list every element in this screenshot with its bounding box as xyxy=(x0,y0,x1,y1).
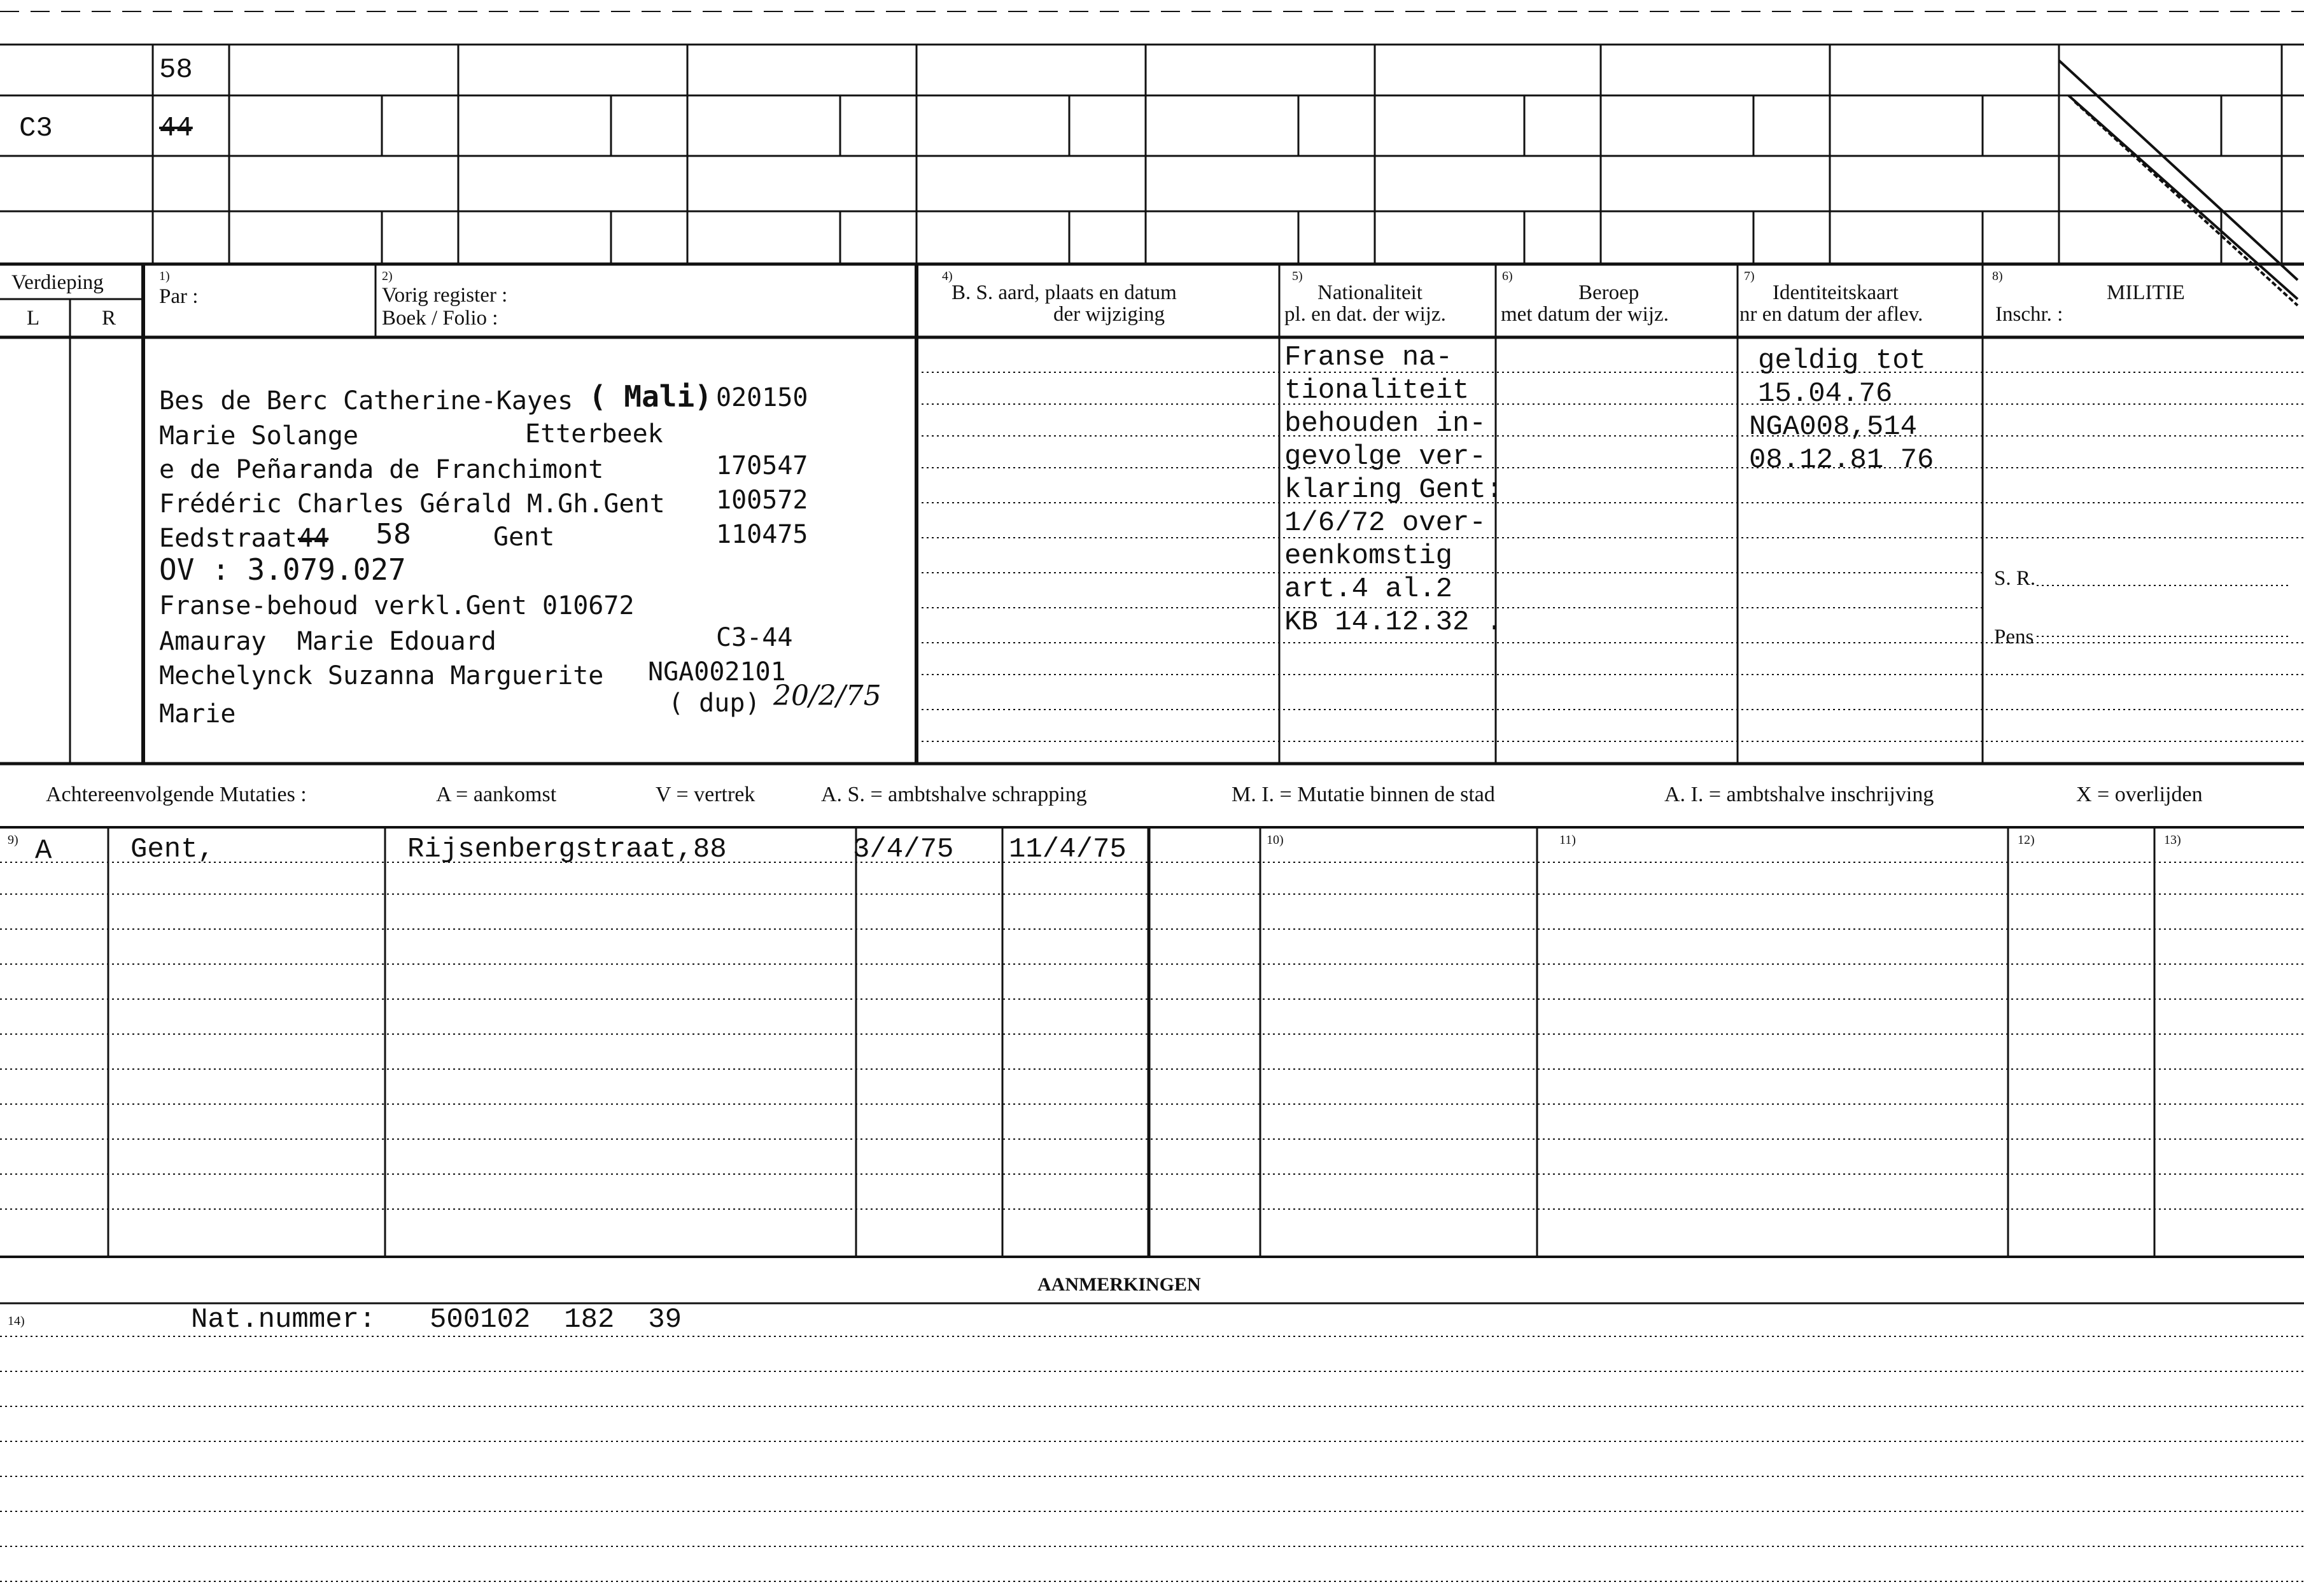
person-line6: OV : 3.079.027 xyxy=(159,552,406,587)
header-right: R xyxy=(102,307,116,330)
mutations-col13-number: 13) xyxy=(2164,833,2181,847)
person-line4-name: Frédéric Charles Gérald M.Gh.Gent xyxy=(159,489,665,519)
nationality-line: gevolge ver- xyxy=(1284,441,1486,473)
header-col7-line2: nr en datum der aflev. xyxy=(1739,303,1923,326)
legend-death: X = overlijden xyxy=(2076,783,2203,806)
person-line5-number: 110475 xyxy=(716,520,808,549)
sr-label: S. R. xyxy=(1994,567,2036,590)
id-card-line: 15.04.76 xyxy=(1758,378,1893,410)
legend-title: Achtereenvolgende Mutaties : xyxy=(46,783,307,806)
header-col2-number: 2) xyxy=(382,269,393,283)
person-line5-new-number: 58 xyxy=(376,518,411,550)
person-line8-name: Amauray Marie Edouard xyxy=(159,627,496,656)
header-col5-line1: Nationaliteit xyxy=(1317,281,1422,304)
header-col8-number: 8) xyxy=(1992,269,2003,283)
mutation-row1-date-arrival: 3/4/75 xyxy=(853,834,954,865)
national-number-label: Nat.nummer: xyxy=(191,1304,376,1336)
header-col1-number: 1) xyxy=(159,269,170,283)
header-left: L xyxy=(27,307,40,330)
remarks-number: 14) xyxy=(8,1314,25,1328)
person-line7: Franse-behoud verkl.Gent 010672 xyxy=(159,591,635,620)
top-row2-number: 44 xyxy=(159,113,193,144)
person-line3-number: 170547 xyxy=(716,451,808,480)
legend-official-registration: A. I. = ambtshalve inschrijving xyxy=(1664,783,1934,806)
mutation-row1-date-registration: 11/4/75 xyxy=(1009,834,1127,865)
legend-official-removal: A. S. = ambtshalve schrapping xyxy=(821,783,1087,806)
person-line5-old-number: 44 xyxy=(298,524,329,553)
mutations-col10-number: 10) xyxy=(1267,833,1284,847)
mutations-col12-number: 12) xyxy=(2018,833,2035,847)
nationality-line: art.4 al.2 xyxy=(1284,573,1453,605)
person-line10-dup: ( dup) xyxy=(668,689,761,718)
nationality-line: KB 14.12.32 . xyxy=(1284,606,1503,638)
nationality-line: 1/6/72 over- xyxy=(1284,507,1486,539)
legend-departure: V = vertrek xyxy=(656,783,755,806)
remarks-title: AANMERKINGEN xyxy=(1037,1274,1201,1295)
id-card-line: 08.12.81 76 xyxy=(1749,444,1934,476)
mutation-row1-city: Gent, xyxy=(130,834,215,865)
person-line5-street: Eedstraat xyxy=(159,524,297,553)
person-line10-name: Marie xyxy=(159,699,236,729)
nationality-line: eenkomstig xyxy=(1284,540,1453,572)
header-col2-line2: Boek / Folio : xyxy=(382,307,498,330)
mutations-col11-number: 11) xyxy=(1559,833,1576,847)
person-line2-name: Marie Solange xyxy=(159,421,359,451)
header-col2-line1: Vorig register : xyxy=(382,284,508,307)
pens-label: Pens xyxy=(1994,626,2034,648)
person-line1-name: Bes de Berc Catherine-Kayes xyxy=(159,386,573,416)
header-col6-line1: Beroep xyxy=(1578,281,1640,304)
nationality-line: behouden in- xyxy=(1284,408,1486,440)
mutation-row1-street: Rijsenbergstraat,88 xyxy=(407,834,727,865)
header-col8-line1: MILITIE xyxy=(2107,281,2185,304)
top-row1-number: 58 xyxy=(159,54,193,86)
header-col6-number: 6) xyxy=(1502,269,1513,283)
nationality-line: tionaliteit xyxy=(1284,375,1470,407)
legend-internal-mutation: M. I. = Mutatie binnen de stad xyxy=(1232,783,1495,806)
national-number-value: 500102 182 39 xyxy=(430,1304,682,1336)
mutations-col9-number: 9) xyxy=(8,833,18,847)
person-line9-code: NGA002101 xyxy=(648,657,786,687)
header-col5-number: 5) xyxy=(1292,269,1303,283)
header-col7-number: 7) xyxy=(1744,269,1755,283)
header-col4-line2: der wijziging xyxy=(1053,303,1165,326)
nationality-line: klaring Gent: xyxy=(1284,474,1503,506)
header-col4-number: 4) xyxy=(942,269,953,283)
person-line3-name: e de Peñaranda de Franchimont xyxy=(159,455,604,484)
person-line2-place: Etterbeek xyxy=(525,419,663,449)
header-col5-line2: pl. en dat. der wijz. xyxy=(1284,303,1446,326)
top-row2-code: C3 xyxy=(19,113,53,144)
header-col1-label: Par : xyxy=(159,285,199,308)
person-line9-name: Mechelynck Suzanna Marguerite xyxy=(159,661,604,690)
header-col4-line1: B. S. aard, plaats en datum xyxy=(952,281,1177,304)
person-line4-number: 100572 xyxy=(716,486,808,515)
person-line10-date: 20/2/75 xyxy=(773,680,882,712)
mutation-row1-type: A xyxy=(35,835,52,867)
legend-arrival: A = aankomst xyxy=(436,783,557,806)
person-line8-code: C3-44 xyxy=(716,623,793,652)
id-card-line: NGA008,514 xyxy=(1749,411,1918,443)
person-line5-city: Gent xyxy=(493,522,555,552)
id-card-line: geldig tot xyxy=(1758,345,1927,377)
header-col6-line2: met datum der wijz. xyxy=(1501,303,1669,326)
header-col8-line2: Inschr. : xyxy=(1995,303,2063,326)
person-line1-number: 020150 xyxy=(716,383,808,412)
person-line1-extra: ( Mali) xyxy=(589,379,712,414)
nationality-line: Franse na- xyxy=(1284,342,1453,374)
header-verdieping: Verdieping xyxy=(11,271,104,294)
header-col7-line1: Identiteitskaart xyxy=(1773,281,1899,304)
